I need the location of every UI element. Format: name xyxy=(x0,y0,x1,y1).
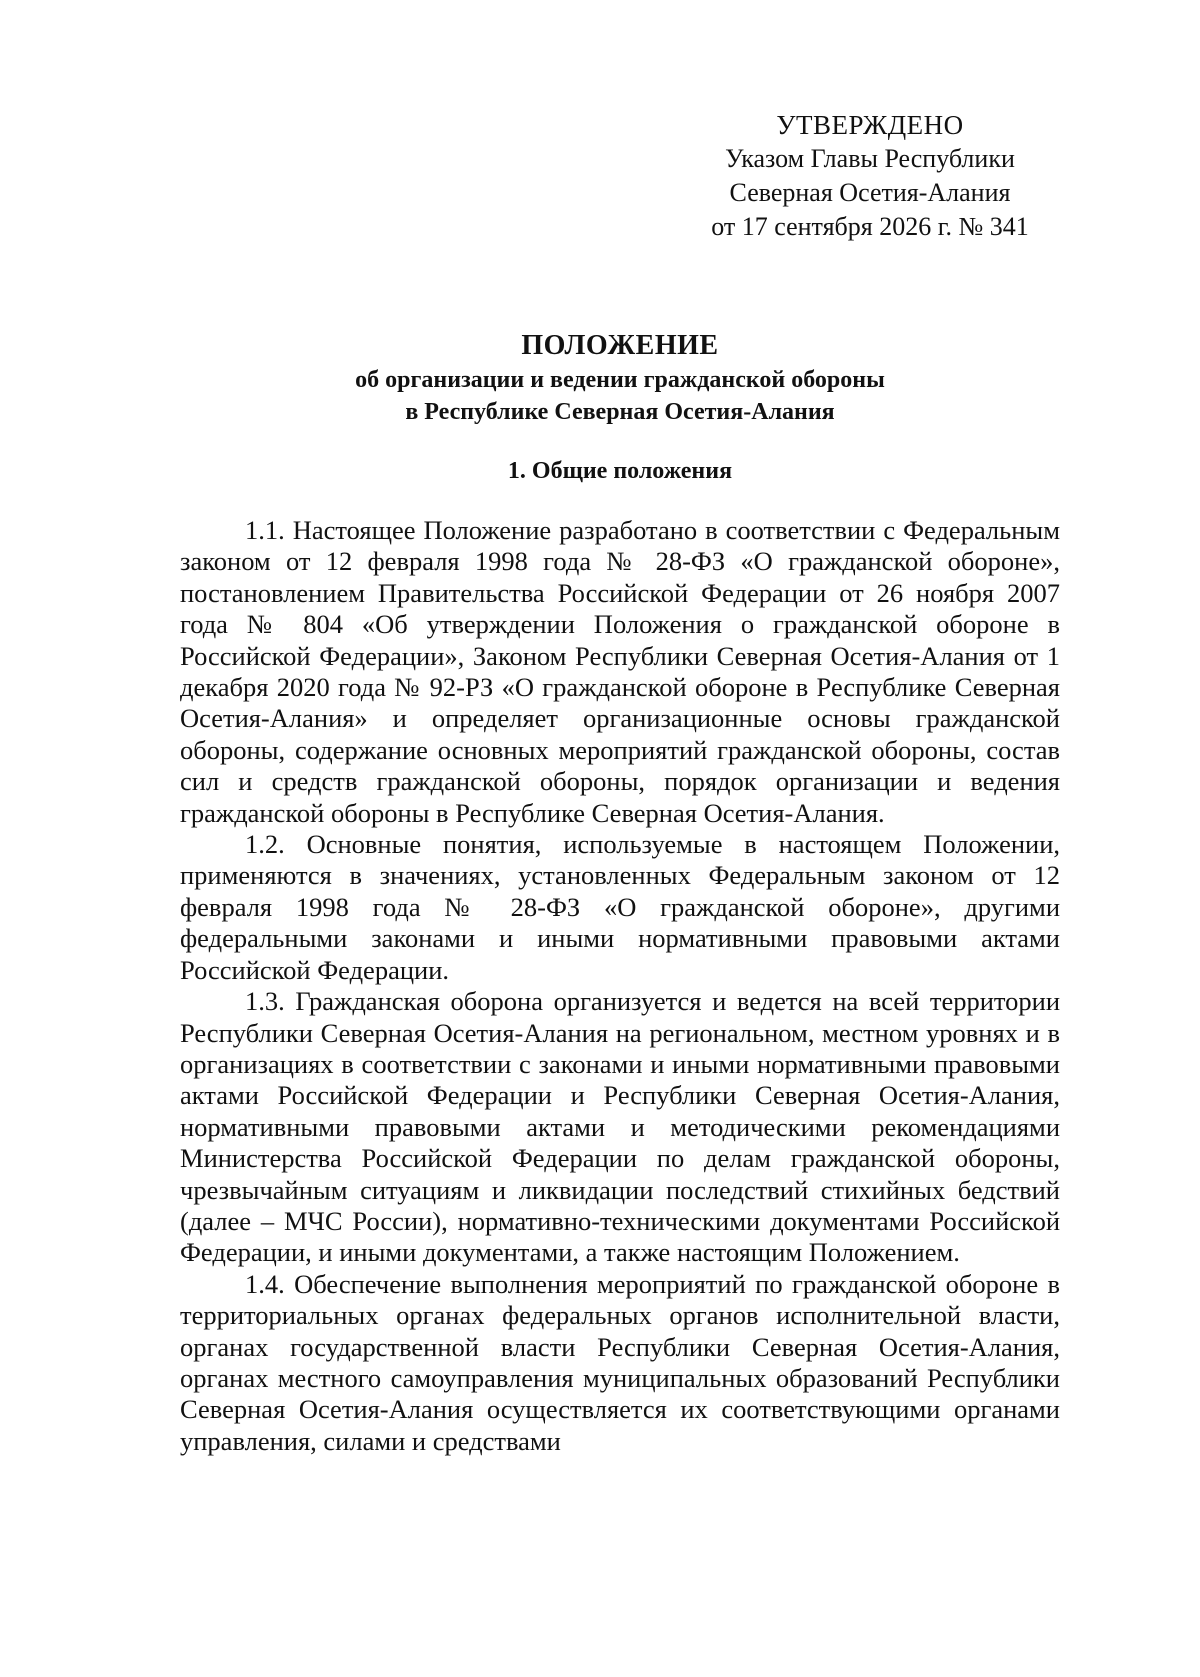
approval-title: УТВЕРЖДЕНО xyxy=(776,110,964,140)
document-title: ПОЛОЖЕНИЕ xyxy=(521,330,719,361)
paragraph-1-2: 1.2. Основные понятия, используемые в настоящем Положении, применяются в значениях, установленных Федеральным законом от 12 февраля 1998 года № 28-ФЗ «О гражданской обороне», другими федеральными законами и иными нормативными правовыми актами Российской Федерации. xyxy=(180,829,1060,985)
approval-line-decree: Указом Главы Республики xyxy=(725,144,1015,173)
approval-line-date: от 17 сентября 2026 г. № 341 xyxy=(711,212,1029,241)
approval-line-republic: Северная Осетия-Алания xyxy=(729,178,1011,207)
document-subtitle-line-2: в Республике Северная Осетия-Алания xyxy=(405,399,835,425)
paragraph-1-3: 1.3. Гражданская оборона организуется и ведется на всей территории Республики Северная Осетия-Алания на региональном, местном уровнях и в организациях в соответствии с законами и иными нормативными правовыми актами Российской Федерации и Республики Северная Осетия-Алания, нормативными правовыми актами и методическими рекомендациями Министерства Российской Федерации по делам гражданской обороны, чрезвычайным ситуациям и ликвидации последствий стихийных бедствий (далее – МЧС России), нормативно-техническими документами Российской Федерации, и иными документами, а также настоящим Положением. xyxy=(180,986,1060,1268)
paragraph-1-4: 1.4. Обеспечение выполнения мероприятий по гражданской обороне в территориальных органах федеральных органов исполнительной власти, органах государственной власти Республики Северная Осетия-Алания, органах местного самоуправления муниципальных образований Республики Северная Осетия-Алания осуществляется их соответствующими органами управления, силами и средствами xyxy=(180,1268,1060,1456)
document-subtitle-line-1: об организации и ведении гражданской обороны xyxy=(355,367,885,393)
document-heading xyxy=(180,328,1060,428)
document-body xyxy=(180,515,1060,1457)
paragraph-1-1: 1.1. Настоящее Положение разработано в соответствии с Федеральным законом от 12 февраля 1998 года № 28-ФЗ «О гражданской обороне», постановлением Правительства Российской Федерации от 26 ноября 2007 года № 804 «Об утверждении Положения о гражданской обороне в Российской Федерации», Законом Республики Северная Осетия-Алания от 1 декабря 2020 года № 92-РЗ «О гражданской обороне в Республике Северная Осетия-Алания» и определяет организационные основы гражданской обороны, содержание основных мероприятий гражданской обороны, состав сил и средств гражданской обороны, порядок организации и ведения гражданской обороны в Республике Северная Осетия-Алания. xyxy=(180,515,1060,828)
approval-block xyxy=(700,108,1040,244)
section-title: 1. Общие положения xyxy=(507,458,733,484)
